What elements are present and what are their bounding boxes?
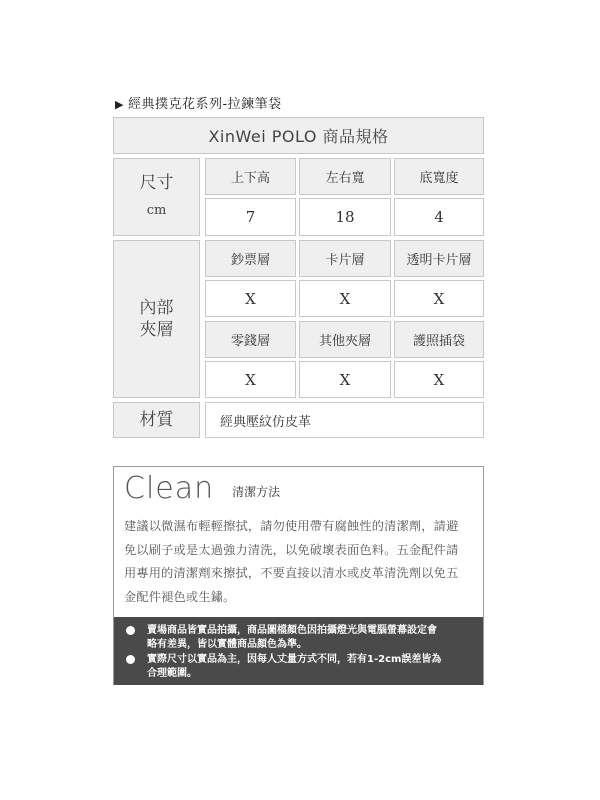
notice-text: 略有差異，皆以實體商品顏色為準。 bbox=[147, 639, 307, 650]
notice-text: 合理範圍。 bbox=[147, 668, 197, 679]
interior-value-clear-card: X bbox=[394, 280, 484, 317]
care-header bbox=[124, 471, 280, 506]
care-line: 免以刷子或是太過強力清洗，以免破壞表面色料。五金配件請 bbox=[124, 542, 459, 557]
spec-title: XinWei POLO 商品規格 bbox=[113, 117, 484, 154]
interior-value-passport: X bbox=[394, 361, 484, 398]
size-value-depth: 4 bbox=[394, 198, 484, 236]
notice-item bbox=[124, 624, 473, 652]
interior-label-line1: 內部 bbox=[139, 298, 174, 318]
clean-subtitle: 清潔方法 bbox=[232, 485, 281, 499]
size-header-width: 左右寬 bbox=[299, 158, 391, 195]
bullet-icon bbox=[126, 655, 135, 664]
size-unit: cm bbox=[146, 203, 167, 218]
care-line: 金配件褪色或生鏽。 bbox=[124, 589, 236, 604]
interior-value-bill: X bbox=[205, 280, 296, 317]
care-paragraph bbox=[124, 515, 476, 609]
interior-header-other: 其他夾層 bbox=[299, 321, 391, 358]
interior-value-other: X bbox=[299, 361, 391, 398]
interior-header-coin: 零錢層 bbox=[205, 321, 296, 358]
interior-label-line2: 夾層 bbox=[139, 320, 174, 340]
notice-text: 賣場商品皆實品拍攝，商品圖檔顏色因拍攝燈光與電腦螢幕設定會 bbox=[147, 625, 437, 636]
interior-header-clear-card: 透明卡片層 bbox=[394, 240, 484, 277]
interior-header-card: 卡片層 bbox=[299, 240, 391, 277]
interior-label-cell bbox=[113, 240, 200, 398]
size-header-depth: 底寬度 bbox=[394, 158, 484, 195]
notice-banner bbox=[114, 617, 483, 685]
bullet-icon bbox=[126, 626, 135, 635]
size-label-cell bbox=[113, 158, 200, 236]
size-value-width: 18 bbox=[299, 198, 391, 236]
size-label: 尺寸 bbox=[139, 173, 174, 193]
product-heading bbox=[115, 93, 282, 112]
care-line: 用專用的清潔劑來擦拭，不要直接以清水或皮革清洗劑以免五 bbox=[124, 566, 459, 580]
interior-header-bill: 鈔票層 bbox=[205, 240, 296, 277]
clean-title: Clean bbox=[124, 471, 215, 506]
notice-item bbox=[124, 653, 473, 681]
material-value: 經典壓紋仿皮革 bbox=[205, 402, 484, 438]
care-instructions-box bbox=[113, 466, 484, 685]
interior-value-coin: X bbox=[205, 361, 296, 398]
interior-header-passport: 護照插袋 bbox=[394, 321, 484, 358]
notice-text: 實際尺寸以實品為主，因每人丈量方式不同，若有1-2cm誤差皆為 bbox=[147, 654, 442, 665]
material-label: 材質 bbox=[113, 402, 200, 438]
size-value-height: 7 bbox=[205, 198, 296, 236]
heading-text: 經典撲克花系列-拉鍊筆袋 bbox=[127, 97, 282, 112]
size-header-height: 上下高 bbox=[205, 158, 296, 195]
interior-value-card: X bbox=[299, 280, 391, 317]
triangle-marker-icon: ▶ bbox=[115, 98, 124, 111]
care-line: 建議以微濕布輕輕擦拭，請勿使用帶有腐蝕性的清潔劑，請避 bbox=[124, 519, 459, 533]
